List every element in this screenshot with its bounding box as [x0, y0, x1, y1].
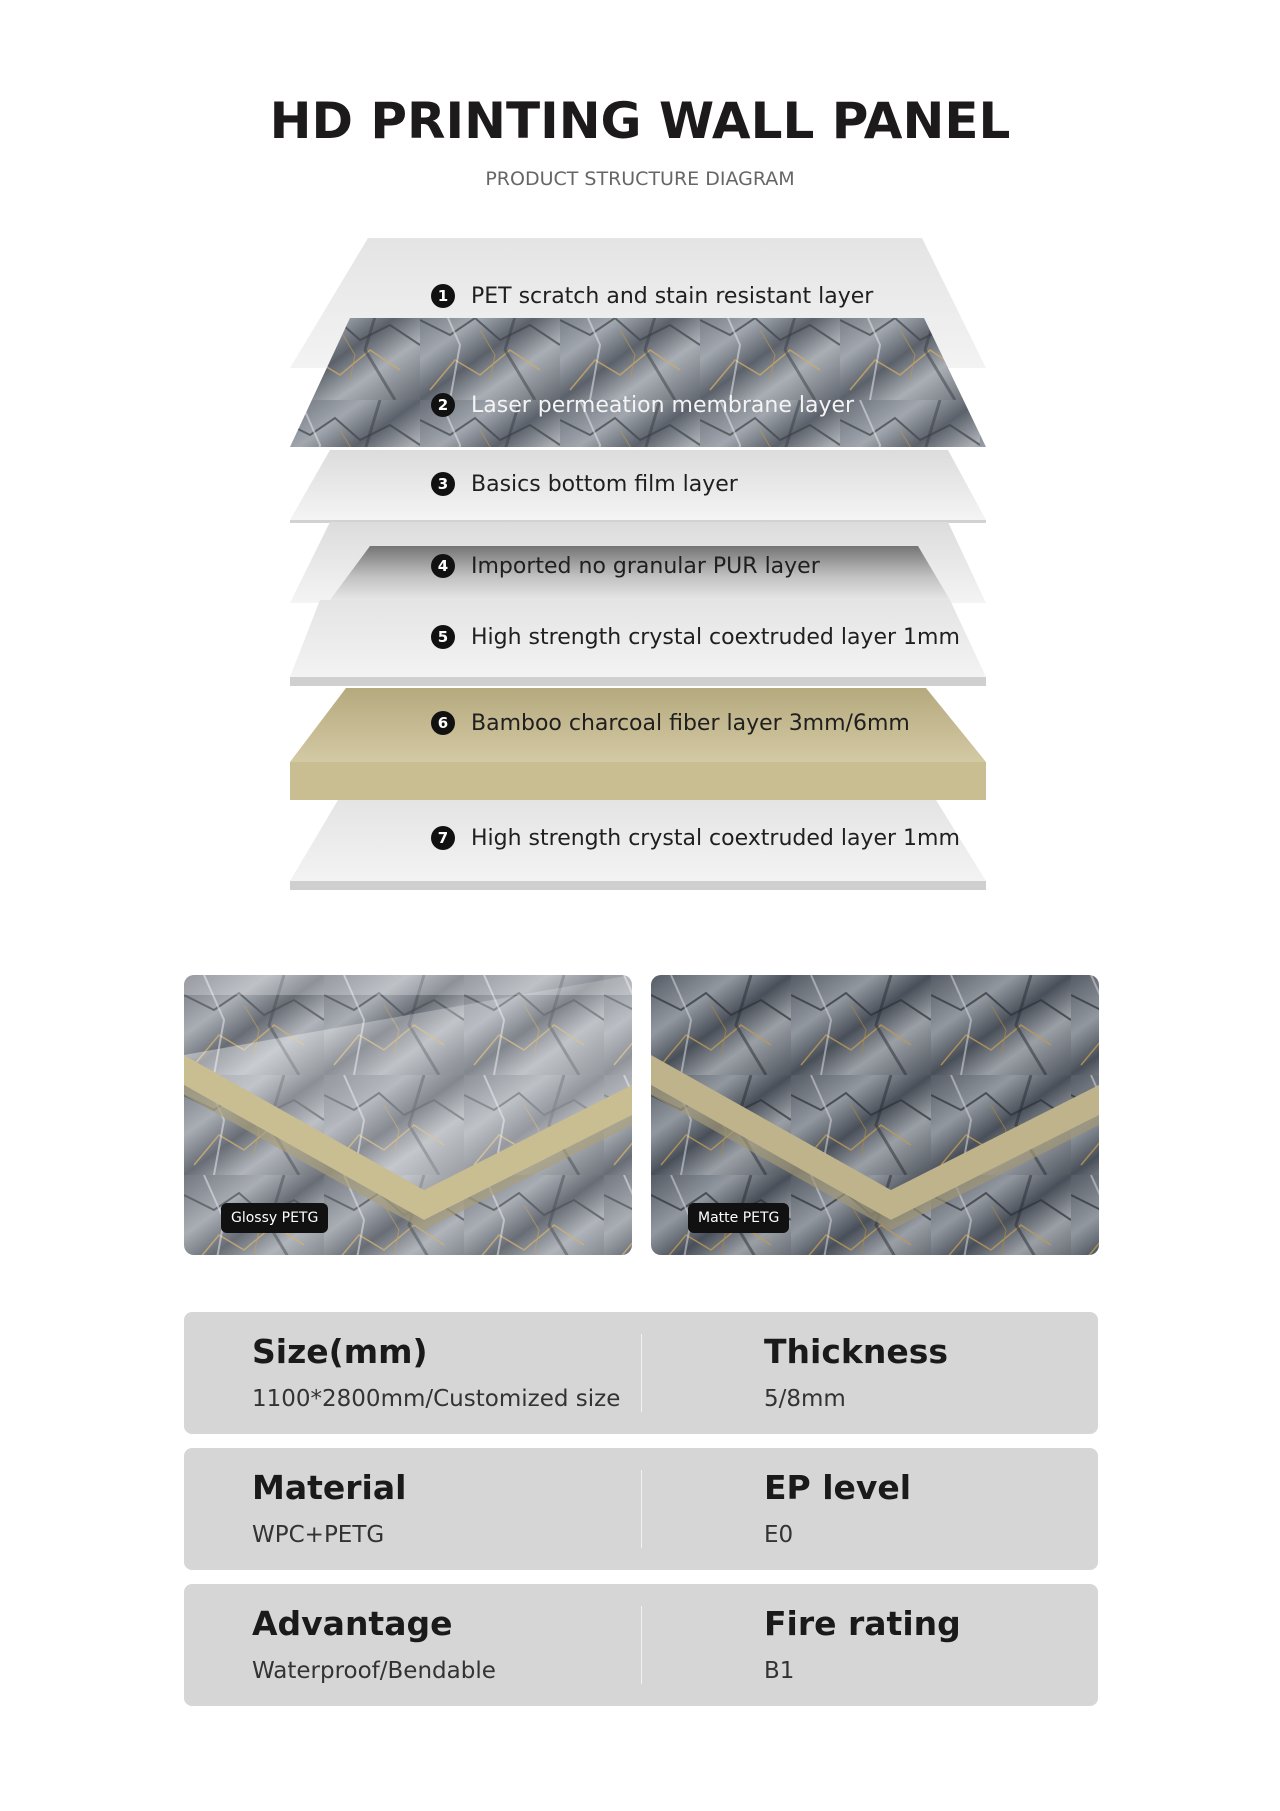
svg-text:1: 1 [437, 287, 449, 305]
spec-divider [641, 1606, 642, 1684]
spec-label: Fire rating [764, 1604, 961, 1643]
layer-2-label [431, 393, 855, 418]
layer-5-label [431, 625, 960, 650]
spec-row-material-ep [184, 1448, 1098, 1570]
spec-label: Thickness [764, 1332, 948, 1371]
spec-value: B1 [764, 1658, 795, 1684]
layer-4-label [431, 554, 821, 579]
svg-text:PET scratch and stain resistan: PET scratch and stain resistant layer [471, 284, 874, 309]
layer-6-label [431, 711, 910, 736]
spec-row-size-thickness [184, 1312, 1098, 1434]
svg-text:6: 6 [437, 714, 449, 732]
page-subtitle: PRODUCT STRUCTURE DIAGRAM [485, 168, 795, 190]
matte-petg-tag: Matte PETG [688, 1203, 789, 1233]
page-title: HD PRINTING WALL PANEL [269, 92, 1011, 150]
svg-text:High strength crystal coextrud: High strength crystal coextruded layer 1mm [471, 625, 960, 650]
matte-petg-photo [651, 975, 1099, 1255]
svg-text:3: 3 [437, 475, 449, 493]
svg-text:High strength crystal coextrud: High strength crystal coextruded layer 1mm [471, 826, 960, 851]
glossy-petg-tag: Glossy PETG [221, 1203, 328, 1233]
svg-text:5: 5 [437, 628, 449, 646]
svg-text:7: 7 [437, 829, 449, 847]
svg-text:Imported no granular PUR layer: Imported no granular PUR layer [471, 554, 820, 579]
spec-value: Waterproof/Bendable [252, 1658, 496, 1684]
svg-text:4: 4 [437, 557, 449, 575]
svg-text:2: 2 [437, 396, 449, 414]
svg-text:Basics bottom film layer: Basics bottom film layer [471, 472, 738, 497]
spec-value: 5/8mm [764, 1386, 846, 1412]
layer-7-label [431, 826, 960, 851]
spec-label: EP level [764, 1468, 912, 1507]
spec-divider [641, 1334, 642, 1412]
svg-text:Laser permeation membrane laye: Laser permeation membrane layer [471, 393, 855, 418]
spec-label: Material [252, 1468, 407, 1507]
layer-1-label [431, 284, 874, 309]
layer-3-label [431, 472, 739, 497]
spec-value: WPC+PETG [252, 1522, 385, 1548]
spec-value: E0 [764, 1522, 794, 1548]
svg-text:Bamboo charcoal fiber layer 3m: Bamboo charcoal fiber layer 3mm/6mm [471, 711, 910, 736]
spec-row-advantage-fire [184, 1584, 1098, 1706]
spec-divider [641, 1470, 642, 1548]
spec-label: Size(mm) [252, 1332, 428, 1371]
spec-label: Advantage [252, 1604, 453, 1643]
glossy-petg-photo [184, 975, 632, 1255]
spec-value: 1100*2800mm/Customized size [252, 1386, 621, 1412]
